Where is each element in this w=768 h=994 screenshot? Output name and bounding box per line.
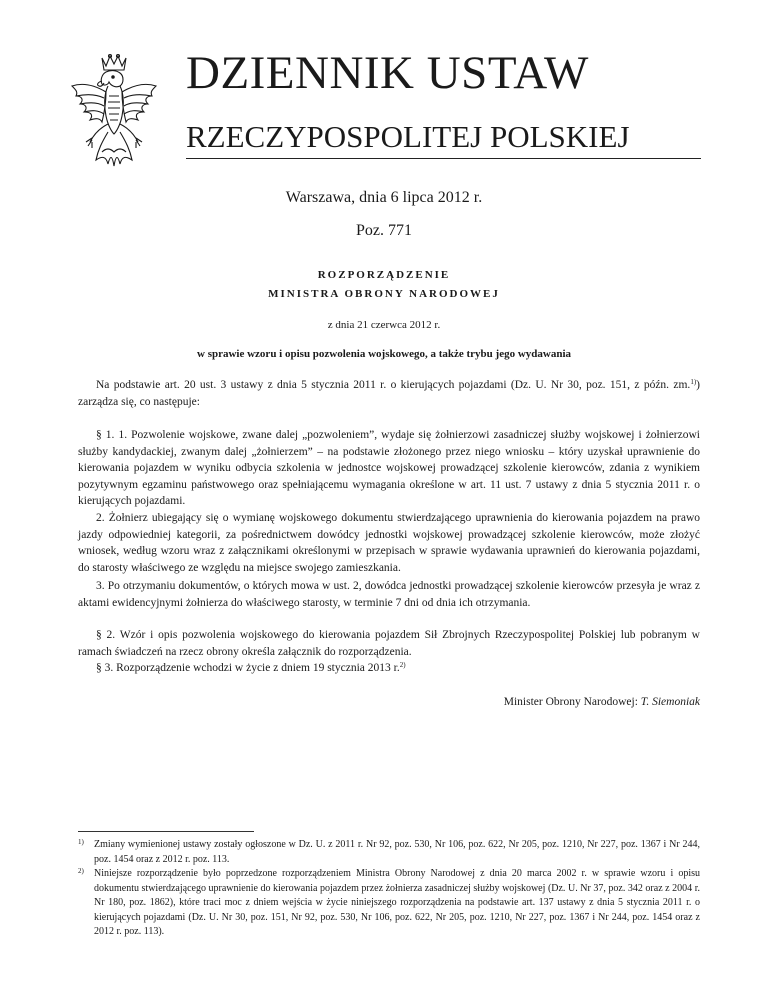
footnote-divider <box>78 831 254 832</box>
section-1-paragraph-1: § 1. 1. Pozwolenie wojskowe, zwane dalej „pozwoleniem”, wydaje się żołnierzowi zasadniczej służby wojskowej i żołnierzowi służby kandydackiej, zwanym dalej „żołnierzem” – na podstawie złożonego przez niego wniosku – który uzyskał uprawnienie do kierowania pojazdem w wyniku odbycia szkolenia w jednostce wojskowej prowadzącej szkolenie kierowców, zdania z wynikiem pozytywnym egzaminu państwowego oraz spełniającemu wymagania określone w art. 11 ust. 7 ustawy z dnia 5 stycznia 2011 r. o kierujących pojazdami. <box>78 429 700 507</box>
preamble-paragraph <box>78 377 700 410</box>
footnote-2-text: Niniejsze rozporządzenie było poprzedzone rozporządzeniem Ministra Obrony Narodowej z dnia 20 marca 2002 r. w sprawie wzoru i opisu dokumentu stwierdzającego uprawnienie do kierowania pojazdem przez żołnierza zasadniczej służby wojskowej (Dz. U. Nr 37, poz. 342 oraz z 2004 r. Nr 180, poz. 1862), które traci moc z dniem wejścia w życie niniejszego rozporządzenia na podstawie art. 137 ustawy z dnia 5 stycznia 2011 r. o kierujących pojazdami (Dz. U. Nr 30, poz. 151, Nr 92, poz. 530, Nr 106, poz. 622, Nr 205, poz. 1210, Nr 227, poz. 1367 i Nr 244, poz. 1454 oraz z 2012 r. poz. 113). <box>94 868 700 937</box>
footnote-2-mark: 2) <box>78 867 84 875</box>
section-2-paragraph: § 2. Wzór i opis pozwolenia wojskowego do kierowania pojazdem Sił Zbrojnych Rzeczypospolitej Polskiej lub pobranym w ramach świadczeń na rzecz obrony określa załącznik do rozporządzenia. <box>78 629 700 658</box>
footnote-ref-2: 2) <box>399 661 406 669</box>
footnote-1-text: Zmiany wymienionej ustawy zostały ogłoszone w Dz. U. z 2011 r. Nr 92, poz. 530, Nr 106, poz. 622, Nr 205, poz. 1210, Nr 227, poz. 1367 i Nr 244, poz. 1454 oraz z 2012 r. poz. 113. <box>94 839 700 865</box>
dateline: Warszawa, dnia 6 lipca 2012 r. <box>285 189 483 206</box>
document-date: z dnia 21 czerwca 2012 r. <box>327 319 441 331</box>
footnote-1-mark: 1) <box>78 838 84 846</box>
header-divider <box>186 158 701 159</box>
section-3-text: § 3. Rozporządzenie wchodzi w życie z dniem 19 stycznia 2013 r. <box>96 662 400 674</box>
polish-eagle-emblem-icon <box>62 52 166 170</box>
section-1-paragraph-3: 3. Po otrzymaniu dokumentów, o których mowa w ust. 2, dowódca jednostki prowadzącej szkolenie kierowców przesyła je wraz z aktami ewidencyjnymi żołnierza do właściwego starosty, w terminie 7 dni od dnia ich otrzymania. <box>78 580 700 609</box>
signatory-role: Minister Obrony Narodowej: <box>503 696 641 708</box>
position-number: Poz. 771 <box>356 222 412 239</box>
preamble-tail: ) zarządza się, co następuje: <box>78 379 700 408</box>
document-subject: w sprawie wzoru i opisu pozwolenia wojskowego, a także trybu jego wydawania <box>197 348 571 360</box>
footnote-ref-1: 1) <box>690 378 697 386</box>
document-type: ROZPORZĄDZENIE <box>317 269 451 281</box>
publication-subtitle: RZECZYPOSPOLITEJ POLSKIEJ <box>186 119 630 154</box>
footnote-1 <box>78 838 700 867</box>
signatory-name: T. Siemoniak <box>640 696 700 708</box>
preamble-text: Na podstawie art. 20 ust. 3 ustawy z dnia 5 stycznia 2011 r. o kierujących pojazdami (Dz. U. Nr 30, poz. 151, z późn. zm. <box>96 379 691 391</box>
section-1-paragraph-2: 2. Żołnierz ubiegający się o wymianę wojskowego dokumentu stwierdzającego uprawnienia do kierowania pojazdem na prawo jazdy odpowiedniej kategorii, za pośrednictwem dowódcy jednostki wojskowej prowadzącej szkolenie kierowców, może złożyć wniosek, według wzoru wraz z załącznikami określonymi w przepisach w sprawie wydawania uprawnień do kierowania pojazdami, do starosty właściwego ze względu na miejsce swojego zamieszkania. <box>78 512 700 574</box>
footnote-2 <box>78 867 700 940</box>
signature-line <box>504 696 700 708</box>
publication-title: DZIENNIK USTAW <box>186 47 589 99</box>
section-3-paragraph <box>78 660 700 677</box>
document-issuer: MINISTRA OBRONY NARODOWEJ <box>268 288 500 300</box>
